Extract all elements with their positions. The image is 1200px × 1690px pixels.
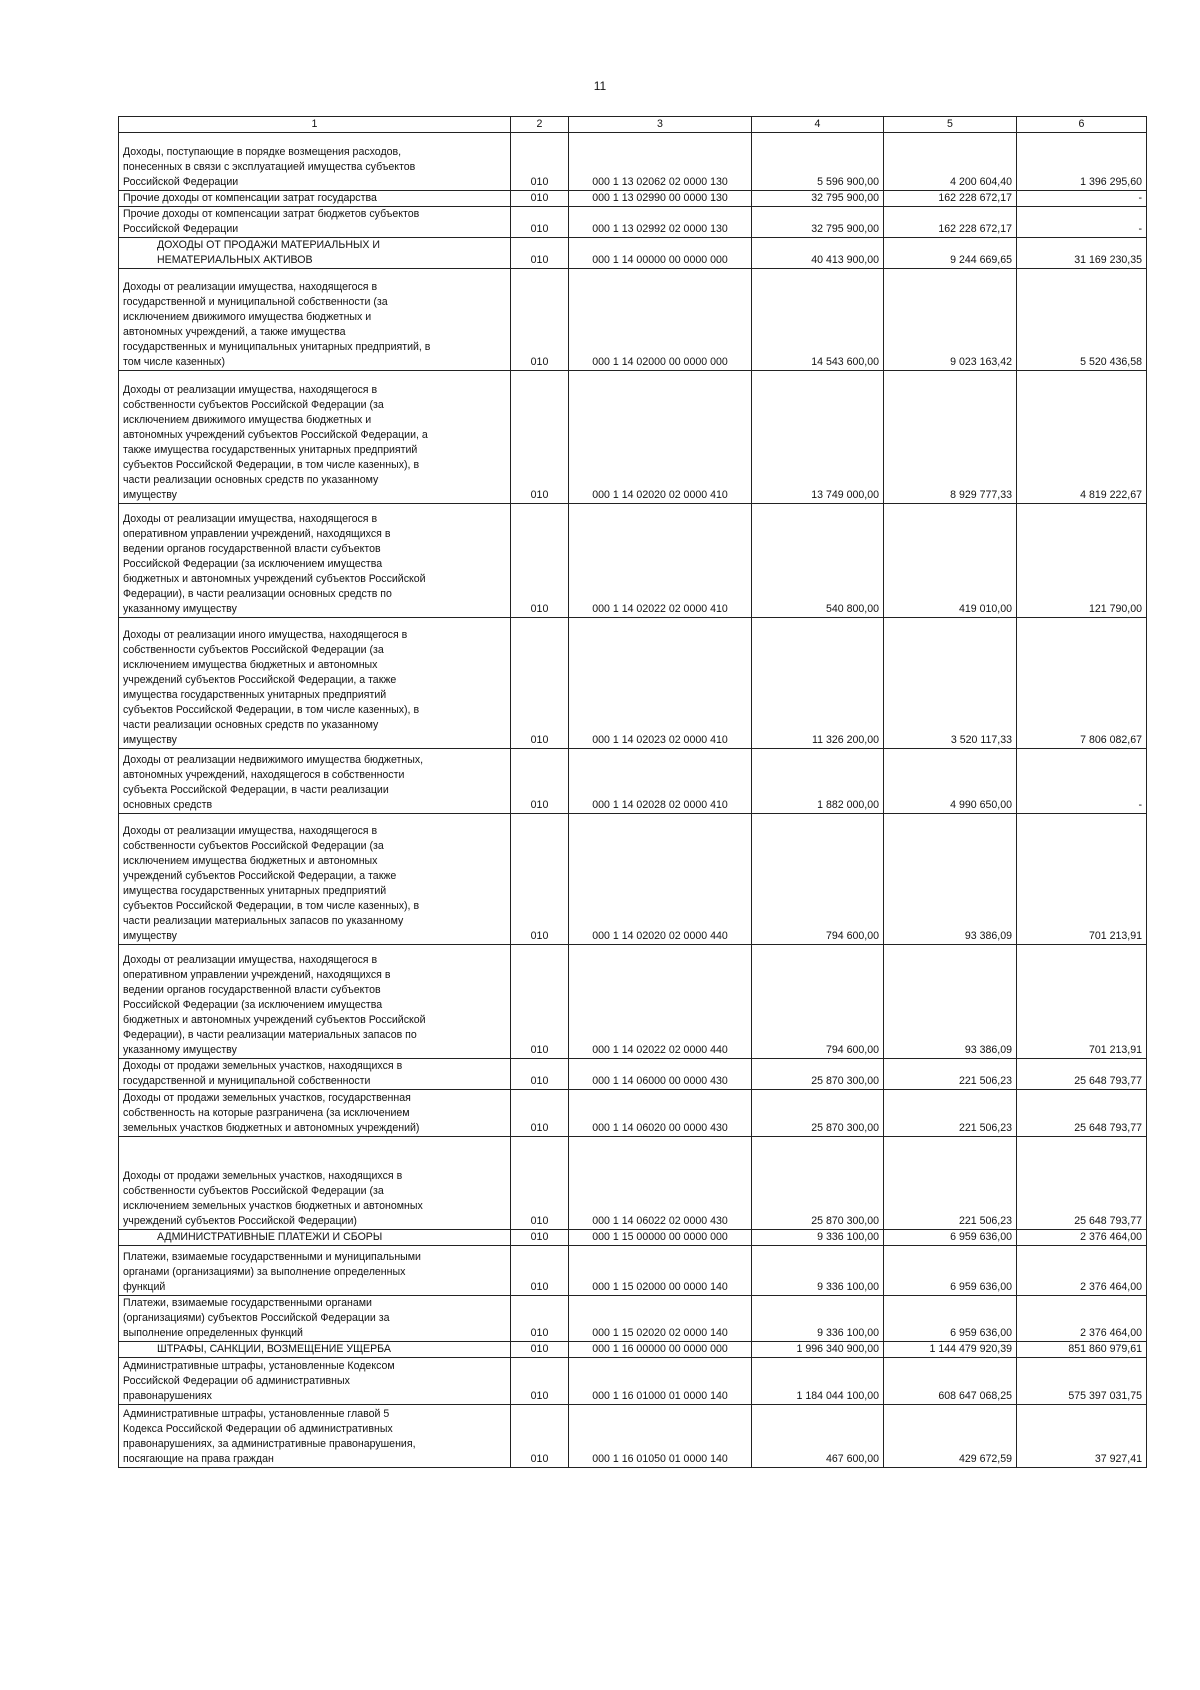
row-approved-amount: 40 413 900,00 (752, 237, 884, 268)
row-approved-amount: 25 870 300,00 (752, 1058, 884, 1089)
row-unexecuted-amount: 121 790,00 (1017, 503, 1147, 617)
row-description: АДМИНИСТРАТИВНЫЕ ПЛАТЕЖИ И СБОРЫ (119, 1229, 511, 1245)
table-row (119, 1341, 1147, 1357)
table-row (119, 133, 1147, 191)
row-budget-code: 000 1 14 06000 00 0000 430 (569, 1058, 752, 1089)
row-budget-code: 000 1 15 00000 00 0000 000 (569, 1229, 752, 1245)
row-executed-amount: 221 506,23 (884, 1089, 1017, 1136)
table-row (119, 813, 1147, 944)
row-description: ДОХОДЫ ОТ ПРОДАЖИ МАТЕРИАЛЬНЫХ И НЕМАТЕРИАЛЬНЫХ АКТИВОВ (119, 237, 511, 268)
table-row (119, 1229, 1147, 1245)
row-unexecuted-amount: - (1017, 206, 1147, 237)
table-row (119, 191, 1147, 207)
row-executed-amount: 6 959 636,00 (884, 1229, 1017, 1245)
table-row (119, 617, 1147, 748)
row-executed-amount: 6 959 636,00 (884, 1295, 1017, 1341)
row-unexecuted-amount: 25 648 793,77 (1017, 1136, 1147, 1229)
row-approved-amount: 794 600,00 (752, 944, 884, 1058)
row-description: Доходы от реализации недвижимого имущества бюджетных, автономных учреждений, находящегося в собственности субъекта Российской Федерации, в части реализации основных средств (119, 748, 511, 813)
row-code: 010 (511, 1136, 569, 1229)
row-code: 010 (511, 944, 569, 1058)
row-code: 010 (511, 370, 569, 503)
row-unexecuted-amount: 701 213,91 (1017, 944, 1147, 1058)
row-executed-amount: 9 023 163,42 (884, 268, 1017, 370)
row-approved-amount: 25 870 300,00 (752, 1136, 884, 1229)
row-approved-amount: 32 795 900,00 (752, 191, 884, 207)
row-description: Доходы от реализации имущества, находящегося в собственности субъектов Российской Федерации (за исключением движимого имущества бюджетных и автономных учреждений субъектов Российской Федерации, а также имущества государственных унитарных предприятий субъектов Российской Федерации, в том числе казенных), в части реализации основных средств по указанному имуществу (119, 370, 511, 503)
page-number: 11 (593, 79, 607, 93)
row-unexecuted-amount: 25 648 793,77 (1017, 1058, 1147, 1089)
row-description: Прочие доходы от компенсации затрат бюджетов субъектов Российской Федерации (119, 206, 511, 237)
table-row (119, 944, 1147, 1058)
row-unexecuted-amount: 575 397 031,75 (1017, 1357, 1147, 1404)
row-budget-code: 000 1 14 02020 02 0000 440 (569, 813, 752, 944)
row-description: Доходы от реализации иного имущества, находящегося в собственности субъектов Российской Федерации (за исключением имущества бюджетных и автономных учреждений субъектов Российской Федерации, а также имущества государственных унитарных предприятий субъектов Российской Федерации, в том числе казенных), в части реализации основных средств по указанному имуществу (119, 617, 511, 748)
row-budget-code: 000 1 14 02020 02 0000 410 (569, 370, 752, 503)
row-budget-code: 000 1 16 01000 01 0000 140 (569, 1357, 752, 1404)
row-budget-code: 000 1 14 02000 00 0000 000 (569, 268, 752, 370)
row-budget-code: 000 1 13 02062 02 0000 130 (569, 133, 752, 191)
table-body (119, 133, 1147, 1468)
header-cell: 2 (511, 117, 569, 133)
table-row (119, 237, 1147, 268)
row-executed-amount: 429 672,59 (884, 1404, 1017, 1467)
row-code: 010 (511, 1229, 569, 1245)
table-row (119, 1058, 1147, 1089)
row-executed-amount: 6 959 636,00 (884, 1245, 1017, 1295)
row-description: Платежи, взимаемые государственными органами (организациями) субъектов Российской Федерации за выполнение определенных функций (119, 1295, 511, 1341)
row-code: 010 (511, 268, 569, 370)
row-unexecuted-amount: 31 169 230,35 (1017, 237, 1147, 268)
table-row (119, 1245, 1147, 1295)
row-description: Доходы, поступающие в порядке возмещения расходов, понесенных в связи с эксплуатацией имущества субъектов Российской Федерации (119, 133, 511, 191)
row-unexecuted-amount: 701 213,91 (1017, 813, 1147, 944)
row-code: 010 (511, 1404, 569, 1467)
row-approved-amount: 9 336 100,00 (752, 1295, 884, 1341)
row-budget-code: 000 1 14 06022 02 0000 430 (569, 1136, 752, 1229)
row-approved-amount: 1 882 000,00 (752, 748, 884, 813)
row-executed-amount: 3 520 117,33 (884, 617, 1017, 748)
row-budget-code: 000 1 13 02990 00 0000 130 (569, 191, 752, 207)
header-cell: 1 (119, 117, 511, 133)
row-unexecuted-amount: 2 376 464,00 (1017, 1229, 1147, 1245)
row-unexecuted-amount: - (1017, 748, 1147, 813)
table-row (119, 1357, 1147, 1404)
row-executed-amount: 419 010,00 (884, 503, 1017, 617)
table-row (119, 1089, 1147, 1136)
row-code: 010 (511, 1089, 569, 1136)
row-description: Административные штрафы, установленные главой 5 Кодекса Российской Федерации об административных правонарушениях, за административные правонарушения, посягающие на права граждан (119, 1404, 511, 1467)
row-approved-amount: 794 600,00 (752, 813, 884, 944)
header-cell: 6 (1017, 117, 1147, 133)
row-approved-amount: 13 749 000,00 (752, 370, 884, 503)
income-table (118, 116, 1147, 1468)
row-approved-amount: 467 600,00 (752, 1404, 884, 1467)
row-budget-code: 000 1 14 00000 00 0000 000 (569, 237, 752, 268)
row-budget-code: 000 1 16 01050 01 0000 140 (569, 1404, 752, 1467)
row-unexecuted-amount: 25 648 793,77 (1017, 1089, 1147, 1136)
table-row (119, 370, 1147, 503)
row-approved-amount: 540 800,00 (752, 503, 884, 617)
row-approved-amount: 9 336 100,00 (752, 1245, 884, 1295)
row-code: 010 (511, 813, 569, 944)
row-executed-amount: 4 990 650,00 (884, 748, 1017, 813)
row-budget-code: 000 1 16 00000 00 0000 000 (569, 1341, 752, 1357)
row-approved-amount: 32 795 900,00 (752, 206, 884, 237)
row-executed-amount: 8 929 777,33 (884, 370, 1017, 503)
row-executed-amount: 221 506,23 (884, 1136, 1017, 1229)
row-description: Доходы от продажи земельных участков, государственная собственность на которые разграничена (за исключением земельных участков бюджетных и автономных учреждений) (119, 1089, 511, 1136)
header-row (119, 117, 1147, 133)
row-code: 010 (511, 191, 569, 207)
row-executed-amount: 93 386,09 (884, 944, 1017, 1058)
row-executed-amount: 221 506,23 (884, 1058, 1017, 1089)
row-description: Административные штрафы, установленные Кодексом Российской Федерации об административных правонарушениях (119, 1357, 511, 1404)
row-approved-amount: 5 596 900,00 (752, 133, 884, 191)
row-executed-amount: 9 244 669,65 (884, 237, 1017, 268)
row-unexecuted-amount: 851 860 979,61 (1017, 1341, 1147, 1357)
row-budget-code: 000 1 15 02020 02 0000 140 (569, 1295, 752, 1341)
table-row (119, 748, 1147, 813)
row-executed-amount: 4 200 604,40 (884, 133, 1017, 191)
row-description: Доходы от реализации имущества, находящегося в собственности субъектов Российской Федерации (за исключением имущества бюджетных и автономных учреждений субъектов Российской Федерации, а также имущества государственных унитарных предприятий субъектов Российской Федерации, в том числе казенных), в части реализации материальных запасов по указанному имуществу (119, 813, 511, 944)
table-row (119, 503, 1147, 617)
row-code: 010 (511, 503, 569, 617)
row-budget-code: 000 1 14 06020 00 0000 430 (569, 1089, 752, 1136)
row-unexecuted-amount: 2 376 464,00 (1017, 1295, 1147, 1341)
row-unexecuted-amount: 5 520 436,58 (1017, 268, 1147, 370)
table-row (119, 1404, 1147, 1467)
row-description: Доходы от реализации имущества, находящегося в оперативном управлении учреждений, находящихся в ведении органов государственной власти субъектов Российской Федерации (за исключением имущества бюджетных и автономных учреждений субъектов Российской Федерации), в части реализации основных средств по указанному имуществу (119, 503, 511, 617)
row-approved-amount: 1 996 340 900,00 (752, 1341, 884, 1357)
row-approved-amount: 25 870 300,00 (752, 1089, 884, 1136)
header-cell: 4 (752, 117, 884, 133)
row-unexecuted-amount: 4 819 222,67 (1017, 370, 1147, 503)
row-code: 010 (511, 206, 569, 237)
row-budget-code: 000 1 14 02022 02 0000 440 (569, 944, 752, 1058)
row-budget-code: 000 1 15 02000 00 0000 140 (569, 1245, 752, 1295)
row-code: 010 (511, 1341, 569, 1357)
row-code: 010 (511, 237, 569, 268)
row-description: Доходы от реализации имущества, находящегося в государственной и муниципальной собственности (за исключением движимого имущества бюджетных и автономных учреждений, а также имущества государственных и муниципальных унитарных предприятий, в том числе казенных) (119, 268, 511, 370)
row-approved-amount: 14 543 600,00 (752, 268, 884, 370)
row-description: ШТРАФЫ, САНКЦИИ, ВОЗМЕЩЕНИЕ УЩЕРБА (119, 1341, 511, 1357)
header-cell: 3 (569, 117, 752, 133)
row-description: Прочие доходы от компенсации затрат государства (119, 191, 511, 207)
row-budget-code: 000 1 14 02023 02 0000 410 (569, 617, 752, 748)
table-row (119, 1295, 1147, 1341)
row-executed-amount: 162 228 672,17 (884, 191, 1017, 207)
table-row (119, 1136, 1147, 1229)
row-budget-code: 000 1 14 02028 02 0000 410 (569, 748, 752, 813)
row-executed-amount: 162 228 672,17 (884, 206, 1017, 237)
row-executed-amount: 608 647 068,25 (884, 1357, 1017, 1404)
row-budget-code: 000 1 14 02022 02 0000 410 (569, 503, 752, 617)
row-code: 010 (511, 1295, 569, 1341)
row-executed-amount: 93 386,09 (884, 813, 1017, 944)
row-code: 010 (511, 617, 569, 748)
table-row (119, 268, 1147, 370)
row-code: 010 (511, 1058, 569, 1089)
row-code: 010 (511, 1357, 569, 1404)
row-unexecuted-amount: 7 806 082,67 (1017, 617, 1147, 748)
row-description: Доходы от реализации имущества, находящегося в оперативном управлении учреждений, находящихся в ведении органов государственной власти субъектов Российской Федерации (за исключением имущества бюджетных и автономных учреждений субъектов Российской Федерации), в части реализации материальных запасов по указанному имуществу (119, 944, 511, 1058)
row-approved-amount: 9 336 100,00 (752, 1229, 884, 1245)
row-unexecuted-amount: 1 396 295,60 (1017, 133, 1147, 191)
row-approved-amount: 1 184 044 100,00 (752, 1357, 884, 1404)
row-unexecuted-amount: - (1017, 191, 1147, 207)
row-executed-amount: 1 144 479 920,39 (884, 1341, 1017, 1357)
row-description: Доходы от продажи земельных участков, находящихся в собственности субъектов Российской Федерации (за исключением земельных участков бюджетных и автономных учреждений субъектов Российской Федерации) (119, 1136, 511, 1229)
row-description: Платежи, взимаемые государственными и муниципальными органами (организациями) за выполнение определенных функций (119, 1245, 511, 1295)
header-cell: 5 (884, 117, 1017, 133)
row-unexecuted-amount: 37 927,41 (1017, 1404, 1147, 1467)
row-unexecuted-amount: 2 376 464,00 (1017, 1245, 1147, 1295)
table-row (119, 206, 1147, 237)
row-description: Доходы от продажи земельных участков, находящихся в государственной и муниципальной собственности (119, 1058, 511, 1089)
row-budget-code: 000 1 13 02992 02 0000 130 (569, 206, 752, 237)
row-approved-amount: 11 326 200,00 (752, 617, 884, 748)
row-code: 010 (511, 1245, 569, 1295)
row-code: 010 (511, 133, 569, 191)
row-code: 010 (511, 748, 569, 813)
